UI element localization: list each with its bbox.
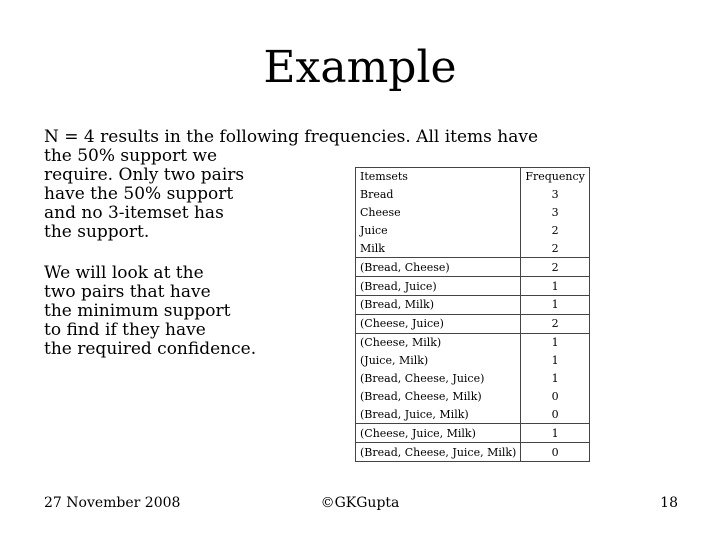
itemset-cell: Cheese — [360, 206, 401, 220]
column-header-frequency: Frequency — [521, 168, 590, 186]
itemset-cell: (Bread, Juice) — [356, 277, 521, 296]
itemset-cell: (Cheese, Juice) — [356, 315, 521, 334]
table-row — [356, 315, 590, 334]
itemset-cell: Bread — [360, 188, 394, 202]
footer-date: 27 November 2008 — [44, 495, 181, 511]
text-line: N = 4 results in the following frequencies. All items have — [44, 127, 539, 147]
itemset-cell: (Bread, Cheese, Juice, Milk) — [356, 443, 521, 462]
text-line: and no 3-itemset has — [44, 203, 224, 223]
footer-page-number: 18 — [660, 495, 678, 511]
frequency-cell: 0 — [521, 443, 590, 462]
frequency-cell: 0 — [521, 406, 590, 424]
table-row — [356, 424, 590, 443]
itemset-cell: (Cheese, Milk) — [356, 334, 521, 352]
table-row — [356, 406, 590, 424]
frequency-cell: 3 — [521, 186, 590, 204]
table-row — [356, 258, 590, 277]
itemset-cell: (Juice, Milk) — [360, 354, 429, 368]
table-row — [356, 352, 590, 370]
itemset-cell: (Bread, Milk) — [356, 296, 521, 315]
text-line: the 50% support we — [44, 146, 218, 166]
frequency-cell: 3 — [521, 204, 590, 222]
table-row — [356, 443, 590, 462]
itemset-frequency-table — [355, 167, 590, 462]
itemset-cell: Juice — [360, 223, 388, 237]
table-row — [356, 204, 590, 222]
itemset-cell: (Cheese, Juice, Milk) — [356, 424, 521, 443]
table-header-row — [356, 168, 590, 186]
frequency-cell: 2 — [521, 315, 590, 334]
table-row — [356, 240, 590, 258]
frequency-cell: 1 — [521, 352, 590, 370]
frequency-cell: 1 — [521, 370, 590, 388]
page-title: Example — [263, 42, 457, 93]
table-row — [356, 186, 590, 204]
text-line: the support. — [44, 222, 150, 242]
table-row — [356, 370, 590, 388]
itemset-cell: Milk — [360, 241, 385, 255]
table-row — [356, 296, 590, 315]
frequency-cell: 2 — [521, 240, 590, 258]
footer-copyright: ©GKGupta — [320, 495, 400, 511]
text-line: have the 50% support — [44, 184, 234, 204]
itemset-cell: (Bread, Juice, Milk) — [360, 407, 469, 421]
itemset-cell: (Bread, Cheese) — [356, 258, 521, 277]
frequency-cell: 1 — [521, 424, 590, 443]
frequency-cell: 2 — [521, 258, 590, 277]
table-row — [356, 334, 590, 352]
frequency-cell: 1 — [521, 296, 590, 315]
text-line: the required confidence. — [44, 339, 257, 359]
itemset-cell: (Bread, Cheese, Milk) — [360, 389, 482, 403]
text-line: We will look at the — [44, 263, 204, 283]
itemset-cell: (Bread, Cheese, Juice) — [360, 372, 485, 386]
text-line: two pairs that have — [44, 282, 211, 302]
table-row — [356, 388, 590, 406]
text-line: to find if they have — [44, 320, 206, 340]
text-line: the minimum support — [44, 301, 231, 321]
table-row — [356, 222, 590, 240]
text-line: require. Only two pairs — [44, 165, 245, 185]
table-row — [356, 277, 590, 296]
frequency-cell: 1 — [521, 334, 590, 352]
followup-paragraph — [44, 264, 256, 359]
frequency-cell: 2 — [521, 222, 590, 240]
frequency-cell: 1 — [521, 277, 590, 296]
frequency-cell: 0 — [521, 388, 590, 406]
column-header-itemsets: Itemsets — [360, 170, 408, 184]
